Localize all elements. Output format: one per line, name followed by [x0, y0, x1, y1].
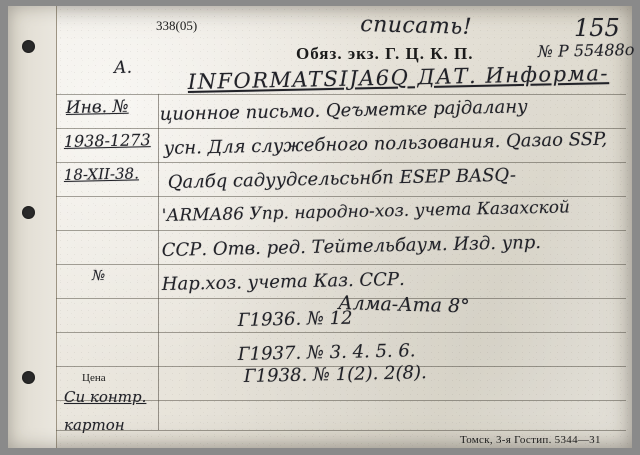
- body-line-2: ционное письмо. Qеъметке рајдалану: [159, 96, 528, 125]
- rule-line: [56, 128, 626, 129]
- punch-hole-middle: [22, 206, 35, 219]
- registration-number: № Р 55488о: [537, 39, 635, 61]
- corner-mark: А.: [113, 57, 133, 78]
- issue-line-2: Г1937. № 3. 4. 5. 6.: [237, 340, 416, 365]
- issue-line-3: Г1938. № 1(2). 2(8).: [243, 362, 427, 387]
- issue-line-1: Г1936. № 12: [237, 307, 353, 331]
- body-line-5: 'АRMА86 Упр. народно-хоз. учета Казахской: [161, 197, 571, 226]
- rule-line: [56, 264, 626, 265]
- margin-line-number-symbol: №: [92, 268, 106, 284]
- margin-line-cardboard: картон: [64, 416, 125, 434]
- catalog-card: [8, 6, 635, 448]
- margin-line-inventory-number: 1938-1273: [63, 130, 151, 151]
- rule-line: [56, 332, 626, 333]
- printer-imprint: Томск, 3-я Гостип. 5344—31: [460, 434, 601, 446]
- folio-number: 155: [574, 14, 620, 42]
- stamp-classification-number: 338(05): [156, 18, 198, 33]
- margin-line-inventory-label: Инв. №: [65, 96, 129, 118]
- rule-line: [56, 94, 626, 95]
- margin-label-price: Цена: [82, 372, 106, 384]
- margin-line-date: 18-XII-38.: [63, 164, 140, 184]
- body-line-6: ССР. Отв. ред. Тейтельбаум. Изд. упр.: [161, 232, 542, 261]
- column-divider: [158, 94, 159, 430]
- annotation-scribble-top: списать!: [360, 12, 473, 40]
- body-line-place-format: Алма-Ата 8°: [338, 292, 470, 318]
- body-line-1: INFORMATSIJA6Q ДАТ. Информа-: [187, 61, 610, 94]
- rule-line: [56, 230, 626, 231]
- margin-line-control: Си контр.: [64, 388, 147, 406]
- printed-title: Обяз. экз. Г. Ц. К. П.: [296, 44, 474, 63]
- rule-line: [56, 162, 626, 163]
- punch-hole-bottom: [22, 371, 35, 384]
- body-line-4: Qалбq садуудсельсьнбn ESEP BASQ-: [167, 164, 517, 193]
- body-line-3: усн. Для служебного пользования. Qазао SSP,: [163, 128, 608, 159]
- rule-line: [56, 430, 626, 431]
- body-line-7: Нар.хоз. учета Каз. ССР.: [161, 268, 405, 295]
- rule-line: [56, 196, 626, 197]
- punch-hole-top: [22, 40, 35, 53]
